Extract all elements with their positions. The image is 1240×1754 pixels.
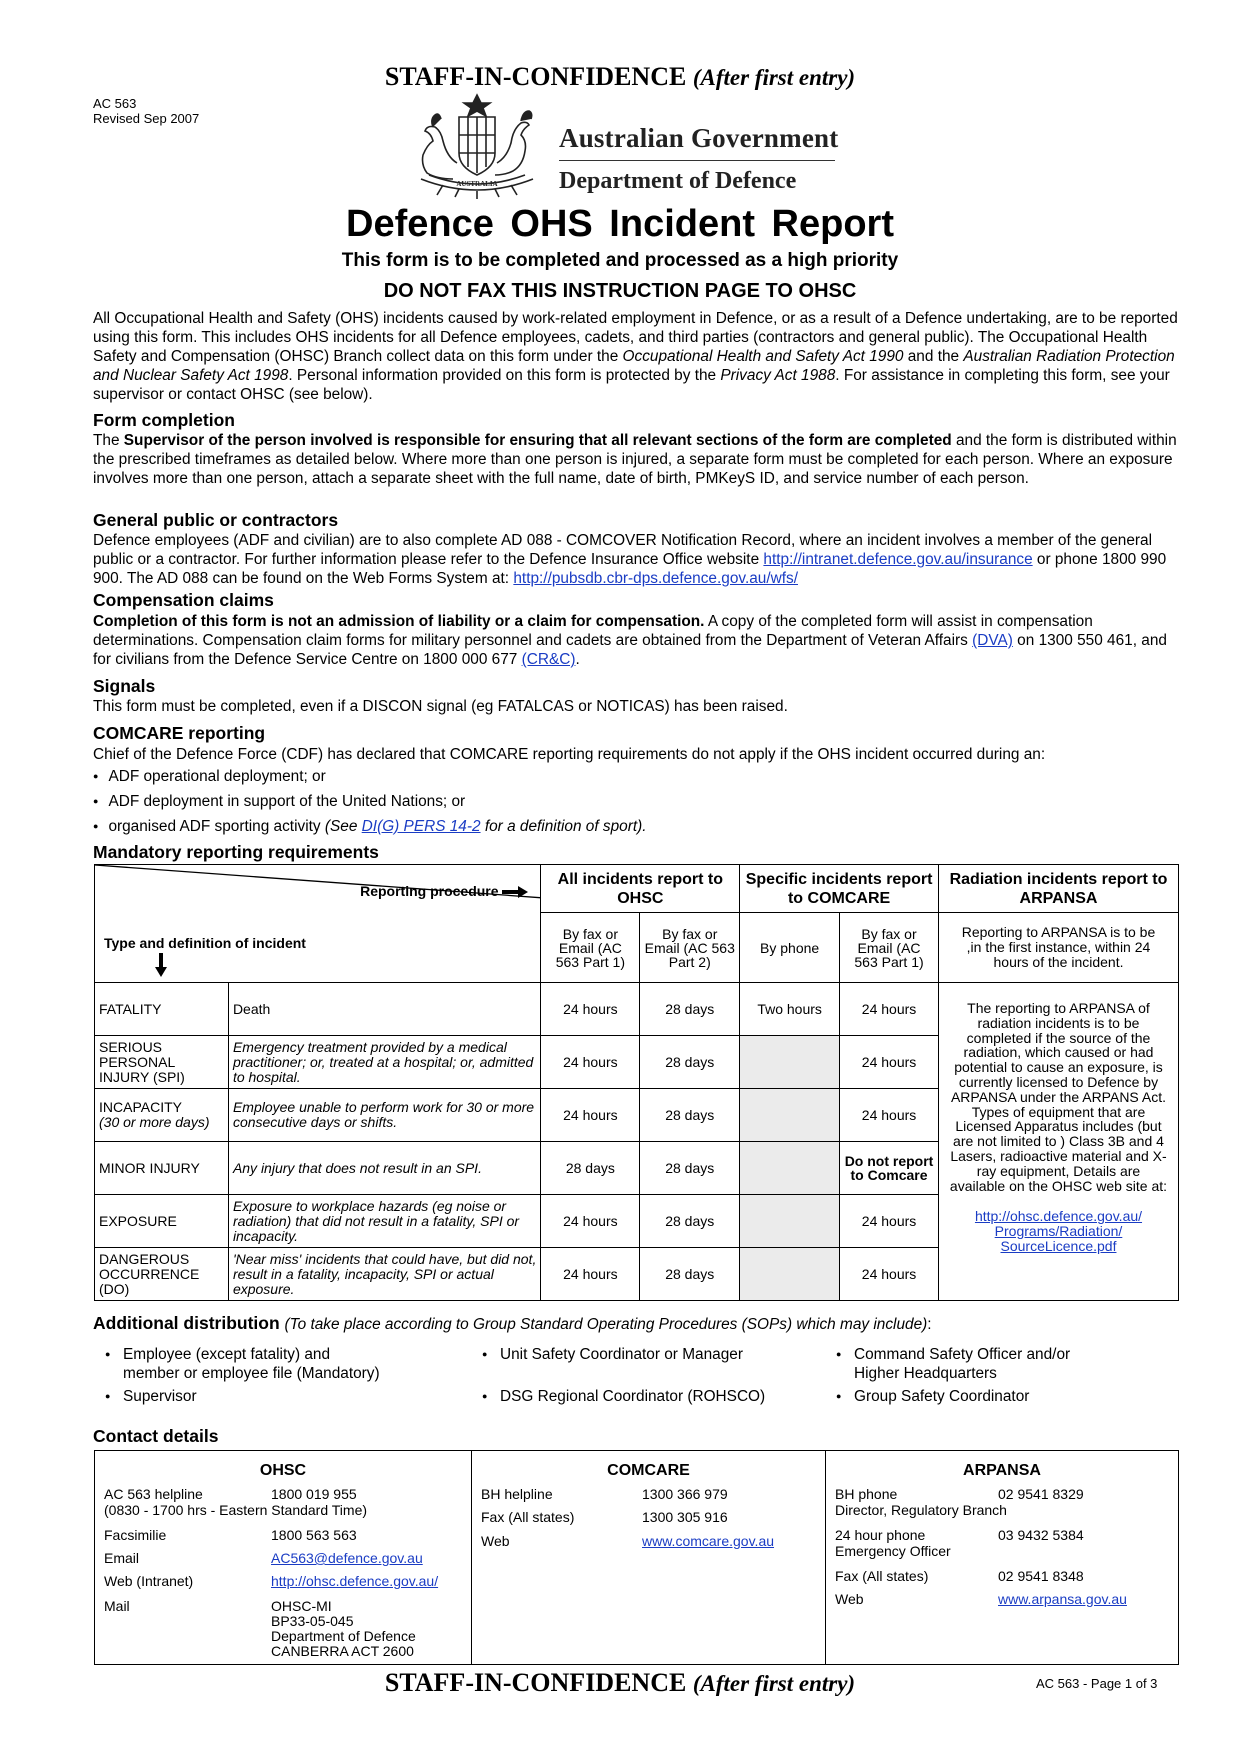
incident-type bbox=[95, 1195, 229, 1248]
arpansa-24h-sub: Emergency Officer bbox=[835, 1543, 951, 1559]
sub-header-phone: By phone bbox=[740, 913, 840, 983]
type-definition-label: Type and definition of incident bbox=[104, 935, 306, 951]
distribution-item: ● Unit Safety Coordinator or Manager bbox=[500, 1345, 743, 1364]
no-fax-warning: DO NOT FAX THIS INSTRUCTION PAGE TO OHSC bbox=[383, 280, 857, 302]
arpansa-web-link[interactable]: www.arpansa.gov.au bbox=[998, 1591, 1127, 1607]
comcare-web-label: Web bbox=[481, 1533, 510, 1549]
incident-definition: Death bbox=[228, 983, 541, 1036]
comcare-bullet: ● organised ADF sporting activity (See DI(G) PERS 14-2 for a definition of sport). bbox=[93, 815, 647, 840]
comcare-phone-time bbox=[740, 1089, 840, 1142]
incident-type bbox=[95, 1036, 229, 1089]
comcare-bh: 1300 366 979 bbox=[642, 1486, 728, 1502]
sub-header-fax1: By fax or Email (AC 563 Part 1) bbox=[541, 913, 640, 983]
arpansa-fax-label: Fax (All states) bbox=[835, 1568, 929, 1584]
banner-italic: (After first entry) bbox=[692, 65, 856, 90]
department-name: Department of Defence bbox=[559, 168, 797, 194]
distribution-item: ● Supervisor bbox=[123, 1387, 197, 1406]
arpansa-details-text: The reporting to ARPANSA of radiation incidents is to be completed if the source of the radiation, which caused or had potential to cause an exposure, is currently licensed to Defence by ARPANSA under the ARPANS Act. Types of equipment that are Licensed Apparatus includes (but are not limited to ) Class 3B and 4 Lasers, radioactive material and X-ray equipment, Details are available on the OHSC web site at: bbox=[949, 1000, 1168, 1194]
incident-type-name: DANGEROUS OCCURRENCE (DO) bbox=[99, 1250, 200, 1297]
ohsc-part1-time: 24 hours bbox=[541, 983, 640, 1036]
arpansa-web-label: Web bbox=[835, 1591, 864, 1607]
form-number: AC 563 bbox=[93, 96, 137, 111]
ohsc-part2-time: 28 days bbox=[640, 983, 740, 1036]
arpansa-details-cell bbox=[938, 983, 1178, 1301]
arpansa-24h-label: 24 hour phone bbox=[835, 1527, 926, 1543]
government-name: Australian Government bbox=[559, 123, 839, 153]
incident-type-name: MINOR INJURY bbox=[99, 1159, 200, 1176]
comcare-bullets bbox=[93, 765, 647, 840]
ohsc-fax-label: Facsimilie bbox=[104, 1527, 167, 1543]
incident-definition: Emergency treatment provided by a medical practitioner; or, treated at a hospital; or, admitted to hospital. bbox=[228, 1036, 541, 1089]
comcare-bullet: ● ADF deployment in support of the United Nations; or bbox=[93, 790, 647, 815]
form-completion-heading: Form completion bbox=[93, 410, 235, 430]
pers-link[interactable]: DI(G) PERS 14-2 bbox=[361, 818, 481, 835]
arpansa-bh-sub: Director, Regulatory Branch bbox=[835, 1502, 1007, 1518]
ohsc-part1-time: 28 days bbox=[541, 1142, 640, 1195]
ohsc-hours: (0830 - 1700 hrs - Eastern Standard Time) bbox=[104, 1502, 368, 1518]
comcare-phone-time bbox=[740, 1195, 840, 1248]
ohsc-mail-line: Department of Defence bbox=[271, 1628, 416, 1644]
dva-link[interactable]: (DVA) bbox=[972, 632, 1013, 649]
form-reference bbox=[93, 96, 199, 126]
comcare-fax: 1300 305 916 bbox=[642, 1509, 728, 1525]
ohsc-mail-line: OHSC-MI bbox=[271, 1598, 332, 1614]
ohsc-part2-time: 28 days bbox=[640, 1036, 740, 1089]
crc-link[interactable]: (CR&C) bbox=[521, 651, 576, 668]
comcare-phone-time: Two hours bbox=[740, 983, 840, 1036]
ohsc-mail-line: BP33-05-045 bbox=[271, 1613, 354, 1629]
form-completion-text: The Supervisor of the person involved is responsible for ensuring that all relevant sections of the form are completed and the form is distributed within the prescribed timeframes as detailed below. Where more than one person is injured, a separate form must be completed for each person. Where an exposure involves more than one person, attach a separate sheet with the full name, date of birth, PMKeyS ID, and service number of each person. bbox=[93, 432, 1177, 487]
comcare-phone-time bbox=[740, 1036, 840, 1089]
page-number: AC 563 - Page 1 of 3 bbox=[1036, 1676, 1158, 1691]
distribution-item: member or employee file (Mandatory) bbox=[123, 1365, 380, 1382]
distribution-heading-line: Additional distribution (To take place according to Group Standard Operating Procedures (SOPs) which may include): bbox=[93, 1313, 932, 1333]
ohsc-part1-time: 24 hours bbox=[541, 1195, 640, 1248]
arpansa-24h: 03 9432 5384 bbox=[998, 1527, 1084, 1543]
incident-definition: Any injury that does not result in an SPI. bbox=[228, 1142, 541, 1195]
incident-type-qualifier: (30 or more days) bbox=[99, 1114, 210, 1130]
ohsc-mail-label: Mail bbox=[104, 1598, 130, 1614]
ohsc-helpline-label: AC 563 helpline bbox=[104, 1486, 203, 1502]
ohsc-email-label: Email bbox=[104, 1550, 140, 1566]
comcare-bullet: ● ADF operational deployment; or bbox=[93, 765, 647, 790]
ohsc-helpline: 1800 019 955 bbox=[271, 1486, 357, 1502]
ohsc-mail-line: CANBERRA ACT 2600 bbox=[271, 1643, 414, 1659]
table-row bbox=[95, 983, 1179, 1036]
incident-type bbox=[95, 1142, 229, 1195]
arpansa-note: Reporting to ARPANSA is to be ,in the first instance, within 24 hours of the incident. bbox=[938, 913, 1178, 983]
comcare-heading: COMCARE reporting bbox=[93, 723, 266, 743]
comcare-fax-time: 24 hours bbox=[840, 1089, 939, 1142]
ohsc-fax: 1800 563 563 bbox=[271, 1527, 357, 1543]
col-header-arpansa: Radiation incidents report to ARPANSA bbox=[938, 865, 1178, 913]
arrow-right-icon bbox=[502, 886, 528, 898]
wfs-link[interactable]: http://pubsdb.cbr-dps.defence.gov.au/wfs/ bbox=[513, 570, 798, 587]
incident-type bbox=[95, 1248, 229, 1301]
distribution-item: ● Group Safety Coordinator bbox=[854, 1387, 1029, 1406]
ohsc-part1-time: 24 hours bbox=[541, 1089, 640, 1142]
arpansa-title: ARPANSA bbox=[963, 1462, 1041, 1479]
arpansa-bh-label: BH phone bbox=[835, 1486, 898, 1502]
ohsc-part2-time: 28 days bbox=[640, 1195, 740, 1248]
ohsc-web-link[interactable]: http://ohsc.defence.gov.au/ bbox=[271, 1573, 439, 1589]
distribution-item: Higher Headquarters bbox=[854, 1365, 997, 1382]
comcare-text: Chief of the Defence Force (CDF) has declared that COMCARE reporting requirements do not apply if the OHS incident occurred during an: bbox=[93, 746, 1046, 763]
mandatory-heading: Mandatory reporting requirements bbox=[93, 842, 379, 862]
government-rule bbox=[559, 160, 835, 161]
comcare-fax-time: 24 hours bbox=[840, 1036, 939, 1089]
distribution-item: ● Employee (except fatality) and bbox=[123, 1345, 330, 1364]
contact-details-heading: Contact details bbox=[93, 1426, 219, 1446]
arpansa-licence-link[interactable]: http://ohsc.defence.gov.au/ Programs/Radiation/ SourceLicence.pdf bbox=[974, 1208, 1143, 1254]
arpansa-bh: 02 9541 8329 bbox=[998, 1486, 1084, 1502]
contact-comcare bbox=[472, 1451, 826, 1664]
incident-type-name: INCAPACITY bbox=[99, 1099, 182, 1115]
comcare-title: COMCARE bbox=[607, 1462, 690, 1479]
mandatory-reporting-table bbox=[94, 864, 1179, 1301]
comcare-web-link[interactable]: www.comcare.gov.au bbox=[642, 1533, 775, 1549]
arpansa-fax: 02 9541 8348 bbox=[998, 1568, 1084, 1584]
classification-banner-top bbox=[0, 62, 1240, 92]
banner-italic: (After first entry) bbox=[692, 1671, 856, 1696]
ohsc-email-link[interactable]: AC563@defence.gov.au bbox=[271, 1550, 423, 1566]
comcare-fax-time: Do not report to Comcare bbox=[840, 1142, 939, 1195]
comcare-fax-time: 24 hours bbox=[840, 983, 939, 1036]
incident-type-name: EXPOSURE bbox=[99, 1212, 177, 1229]
priority-subtitle: This form is to be completed and processed as a high priority bbox=[341, 250, 899, 271]
incident-definition: Exposure to workplace hazards (eg noise or radiation) that did not result in a fatality, SPI or incapacity. bbox=[228, 1195, 541, 1248]
incident-type bbox=[95, 983, 229, 1036]
banner-text: STAFF-IN-CONFIDENCE bbox=[384, 1668, 687, 1697]
intro-paragraph: All Occupational Health and Safety (OHS) incidents caused by work-related employment in Defence, or as a result of a Defence undertaking, are to be reported using this form. This includes OHS incidents for all Defence employees, cadets, and third parties (contractors and general public). The Occupational Health Safety and Compensation (OHSC) Branch collect data on this form under the Occupational Health and Safety Act 1990 and the Australian Radiation Protection and Nuclear Safety Act 1998. Personal information provided on this form is protected by the Privacy Act 1988. For assistance in completing this form, see your supervisor or contact OHSC (see below). bbox=[93, 310, 1178, 403]
incident-type-name: SERIOUS PERSONAL INJURY (SPI) bbox=[99, 1038, 185, 1085]
coat-of-arms-logo bbox=[403, 93, 551, 199]
sub-header-fax3: By fax or Email (AC 563 Part 1) bbox=[840, 913, 939, 983]
incident-definition: 'Near miss' incidents that could have, but did not, result in a fatality, incapacity, SPI or actual exposure. bbox=[228, 1248, 541, 1301]
incident-definition: Employee unable to perform work for 30 or more consecutive days or shifts. bbox=[228, 1089, 541, 1142]
sub-header-fax2: By fax or Email (AC 563 Part 2) bbox=[640, 913, 740, 983]
crest-label: AUSTRALIA bbox=[456, 180, 498, 188]
page-title: Defence OHS Incident Report bbox=[346, 203, 894, 245]
ohsc-part2-time: 28 days bbox=[640, 1089, 740, 1142]
compensation-text: Completion of this form is not an admission of liability or a claim for compensation. A copy of the completed form will assist in compensation determinations. Compensation claim forms for military personnel and cadets are obtained from the Department of Veteran Affairs (DVA) on 1300 550 461, and for civilians from the Defence Service Centre on 1800 000 677 (CR&C). bbox=[93, 613, 1167, 668]
col-header-comcare: Specific incidents report to COMCARE bbox=[740, 865, 939, 913]
contact-details-table bbox=[94, 1450, 1179, 1665]
arrow-down-icon bbox=[155, 953, 167, 977]
ohsc-part2-time: 28 days bbox=[640, 1248, 740, 1301]
compensation-heading: Compensation claims bbox=[93, 590, 274, 610]
table-corner-cell bbox=[95, 865, 541, 983]
signals-heading: Signals bbox=[93, 676, 156, 696]
general-public-heading: General public or contractors bbox=[93, 510, 339, 530]
comcare-phone-time bbox=[740, 1142, 840, 1195]
ohsc-part1-time: 24 hours bbox=[541, 1248, 640, 1301]
reporting-procedure-label: Reporting procedure bbox=[360, 883, 528, 899]
comcare-bh-label: BH helpline bbox=[481, 1486, 553, 1502]
col-header-ohsc: All incidents report to OHSC bbox=[541, 865, 740, 913]
comcare-fax-time: 24 hours bbox=[840, 1195, 939, 1248]
distribution-heading: Additional distribution bbox=[93, 1313, 280, 1333]
insurance-link[interactable]: http://intranet.defence.gov.au/insurance bbox=[763, 551, 1033, 568]
comcare-fax-time: 24 hours bbox=[840, 1248, 939, 1301]
ohsc-web-label: Web (Intranet) bbox=[104, 1573, 194, 1589]
signals-text: This form must be completed, even if a DISCON signal (eg FATALCAS or NOTICAS) has been raised. bbox=[93, 698, 788, 715]
distribution-note: (To take place according to Group Standard Operating Procedures (SOPs) which may include) bbox=[284, 1316, 928, 1333]
incident-type-name: FATALITY bbox=[99, 1000, 162, 1017]
distribution-item: ● DSG Regional Coordinator (ROHSCO) bbox=[500, 1387, 765, 1406]
ohsc-part1-time: 24 hours bbox=[541, 1036, 640, 1089]
comcare-fax-label: Fax (All states) bbox=[481, 1509, 575, 1525]
revision-date: Revised Sep 2007 bbox=[93, 111, 200, 126]
comcare-phone-time bbox=[740, 1248, 840, 1301]
distribution-item: ● Command Safety Officer and/or bbox=[854, 1345, 1070, 1364]
ohsc-part2-time: 28 days bbox=[640, 1142, 740, 1195]
contact-arpansa bbox=[826, 1451, 1178, 1664]
contact-ohsc bbox=[95, 1451, 472, 1664]
banner-text: STAFF-IN-CONFIDENCE bbox=[384, 62, 687, 91]
general-public-text: Defence employees (ADF and civilian) are to also complete AD 088 - COMCOVER Notification Record, where an incident involves a member of the general public or a contractor. For further information please refer to the Defence Insurance Office website http://intranet.defence.gov.au/insurance or phone 1800 990 900. The AD 088 can be found on the Web Forms System at: http://pubsdb.cbr-dps.defence.gov.au/wfs/ bbox=[93, 532, 1167, 587]
incident-type bbox=[95, 1089, 229, 1142]
ohsc-title: OHSC bbox=[259, 1462, 307, 1479]
